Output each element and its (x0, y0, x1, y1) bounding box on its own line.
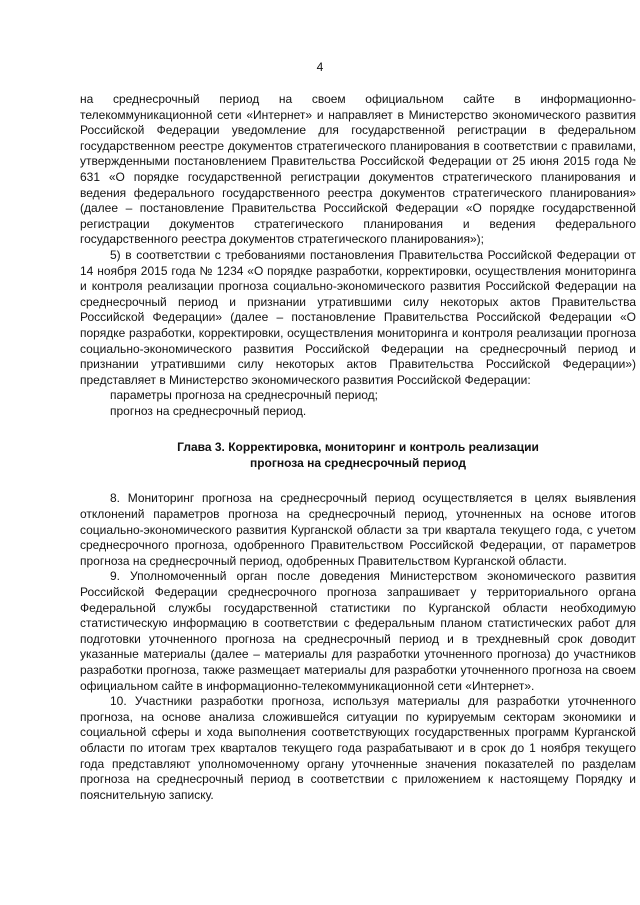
page-number: 4 (316, 60, 324, 74)
paragraph-item-5: 5) в соответствии с требованиями постановления Правительства Российской Федерации от 14 ноября 2015 года № 1234 «О порядке разработки, корректировки, осуществления мониторинга и контроля реализации прогноза социально-экономического развития Российской Федерации на среднесрочный период и признании утратившими силу некоторых актов Правительства Российской Федерации» (далее – постановление Правительства Российской Федерации «О порядке разработки, корректировки, осуществления мониторинга и контроля реализации прогноза социально-экономического развития Российской Федерации на среднесрочный период и признании утратившими силу некоторых актов Правительства Российской Федерации») представляет в Министерство экономического развития Российской Федерации: (80, 247, 636, 387)
paragraph-continuation: на среднесрочный период на своем официальном сайте в информационно-телекоммуникационной сети «Интернет» и направляет в Министерство экономического развития Российской Федерации уведомление для государственной регистрации в федеральном государственном реестре документов стратегического планирования в соответствии с правилами, утвержденными постановлением Правительства Российской Федерации от 25 июня 2015 года № 631 «О порядке государственной регистрации документов стратегического планирования и ведения федерального государственного реестра документов стратегического планирования» (далее – постановление Правительства Российской Федерации «О порядке государственной регистрации документов стратегического планирования и ведения федерального государственного реестра документов стратегического планирования»); (80, 92, 636, 247)
chapter-title-line: прогноза на среднесрочный период (249, 456, 467, 471)
document-body (80, 92, 636, 803)
list-item: прогноз на среднесрочный период. (110, 403, 307, 418)
list-item: параметры прогноза на среднесрочный период; (110, 388, 379, 403)
paragraph-item-8: 8. Мониторинг прогноза на среднесрочный период осуществляется в целях выявления отклонений параметров прогноза на среднесрочный период, уточненных на основе итогов социально-экономического развития Курганской области за три квартала текущего года, с учетом среднесрочного прогноза, одобренного Правительством Российской Федерации, от параметров прогноза на среднесрочный период, одобренных Правительством Курганской области. (80, 491, 636, 568)
chapter-title (80, 439, 636, 471)
paragraph-item-9: 9. Уполномоченный орган после доведения Министерством экономического развития Российской Федерации среднесрочного прогноза запрашивает у территориального органа Федеральной службы государственной статистики по Курганской области необходимую статистическую информацию в соответствии с федеральным планом статистических работ для подготовки уточненного прогноза на среднесрочный период и в трехдневный срок доводит указанные материалы (далее – материалы для разработки уточненного прогноза) до участников разработки прогноза, также размещает материалы для разработки уточненного прогноза на своем официальном сайте в информационно-телекоммуникационной сети «Интернет». (80, 569, 636, 693)
chapter-title-line: Глава 3. Корректировка, мониторинг и контроль реализации (177, 440, 539, 455)
paragraph-item-10: 10. Участники разработки прогноза, используя материалы для разработки уточненного прогноза, на основе анализа сложившейся ситуации по курируемым секторам экономики и социальной сферы и хода выполнения соответствующих государственных программ Курганской области по итогам трех кварталов текущего года разрабатывают и в срок до 1 ноября текущего года представляют уполномоченному органу уточненные значения показателей по разделам прогноза на среднесрочный период в соответствии с приложением к настоящему Порядку и пояснительную записку. (80, 694, 636, 802)
